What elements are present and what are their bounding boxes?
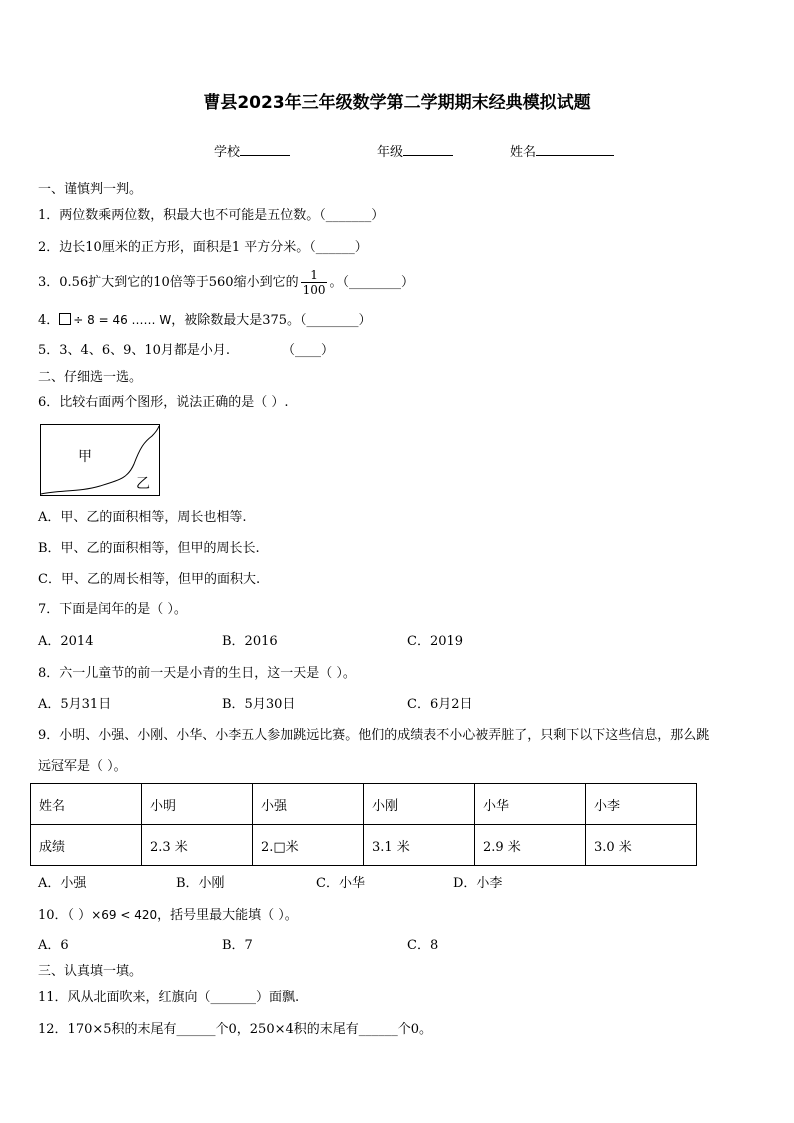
question-7: 7．下面是闰年的是（ ）。 xyxy=(38,602,187,617)
table-row xyxy=(31,784,697,825)
q6-option-c[interactable]: C．甲、乙的周长相等，但甲的面积大. xyxy=(38,572,261,587)
question-10-number: 10．（ ） xyxy=(38,908,92,923)
name-label: 姓名 xyxy=(510,145,537,160)
table-cell: 3.0 米 xyxy=(586,825,697,866)
question-9-line-2: 远冠军是（ ）。 xyxy=(38,759,127,774)
fraction xyxy=(301,268,328,297)
question-5 xyxy=(38,343,334,359)
question-10 xyxy=(38,907,298,924)
question-4-text: ，被除数最大是375。（________） xyxy=(171,313,372,328)
table-cell: 小刚 xyxy=(364,784,475,825)
question-4-expression: ÷ 8 = 46 …… W xyxy=(73,313,172,327)
q8-option-b[interactable]: B．5月30日 xyxy=(222,697,296,712)
q9-option-b[interactable]: B．小刚 xyxy=(176,876,225,891)
table-row xyxy=(31,825,697,866)
table-cell: 3.1 米 xyxy=(364,825,475,866)
grade-blank[interactable] xyxy=(403,142,453,156)
section-1-heading: 一、谨慎判一判。 xyxy=(38,182,143,197)
table-cell: 姓名 xyxy=(31,784,142,825)
school-label: 学校 xyxy=(214,145,241,160)
table-cell: 2.□米 xyxy=(253,825,364,866)
table-cell: 2.3 米 xyxy=(142,825,253,866)
region-jia-label: 甲 xyxy=(78,449,92,465)
question-3-text: 3．0.56扩大到它的10倍等于560缩小到它的 xyxy=(38,275,299,290)
table-cell: 2.9 米 xyxy=(475,825,586,866)
question-3-answer: 。（________） xyxy=(329,275,414,290)
school-blank[interactable] xyxy=(240,142,290,156)
question-5-answer: （____） xyxy=(282,343,335,358)
q9-option-a[interactable]: A．小强 xyxy=(38,876,87,891)
question-11: 11．风从北面吹来，红旗向（_______）面飘. xyxy=(38,990,300,1005)
q7-option-c[interactable]: C．2019 xyxy=(407,634,464,649)
question-3 xyxy=(38,268,414,297)
table-cell: 小强 xyxy=(253,784,364,825)
question-2: 2．边长10厘米的正方形，面积是1 平方分米。（______） xyxy=(38,240,368,255)
question-4-number: 4． xyxy=(38,313,60,328)
blank-box-icon xyxy=(59,313,71,325)
q7-option-b[interactable]: B．2016 xyxy=(222,634,278,649)
question-8: 8．六一儿童节的前一天是小青的生日，这一天是（ ）。 xyxy=(38,666,356,681)
question-10-text: ，括号里最大能填（ ）。 xyxy=(157,908,298,923)
name-field xyxy=(510,141,614,160)
q6-figure xyxy=(40,424,160,496)
question-6: 6．比较右面两个图形，说法正确的是（ ）. xyxy=(38,395,289,410)
q6-option-a[interactable]: A．甲、乙的面积相等，周长也相等. xyxy=(38,510,247,525)
school-field xyxy=(214,141,290,160)
section-3-heading: 三、认真填一填。 xyxy=(38,964,143,979)
question-9-line-1: 9．小明、小强、小刚、小华、小李五人参加跳远比赛。他们的成绩表不小心被弄脏了，只剩下以下这些信息，那么跳 xyxy=(38,728,710,743)
q8-option-c[interactable]: C．6月2日 xyxy=(407,697,473,712)
q8-option-a[interactable]: A．5月31日 xyxy=(38,697,112,712)
table-cell: 小华 xyxy=(475,784,586,825)
question-5-text: 5．3、4、6、9、10月都是小月. xyxy=(38,343,231,358)
table-cell: 小明 xyxy=(142,784,253,825)
q9-option-d[interactable]: D．小李 xyxy=(453,876,503,891)
table-cell: 小李 xyxy=(586,784,697,825)
name-blank[interactable] xyxy=(536,142,614,156)
question-4 xyxy=(38,312,372,329)
grade-label: 年级 xyxy=(377,145,404,160)
scores-table xyxy=(30,783,697,866)
grade-field xyxy=(377,141,453,160)
question-10-expression: ×69 < 420 xyxy=(91,908,158,922)
q10-option-b[interactable]: B．7 xyxy=(222,938,253,953)
page-title: 曹县2023年三年级数学第二学期期末经典模拟试题 xyxy=(203,93,591,113)
section-2-heading: 二、仔细选一选。 xyxy=(38,370,143,385)
region-yi-label: 乙 xyxy=(136,476,150,492)
q7-option-a[interactable]: A．2014 xyxy=(38,634,94,649)
q10-option-a[interactable]: A．6 xyxy=(38,938,69,953)
q9-option-c[interactable]: C．小华 xyxy=(316,876,365,891)
fraction-numerator: 1 xyxy=(301,268,328,283)
question-1: 1．两位数乘两位数，积最大也不可能是五位数。（_______） xyxy=(38,208,385,223)
question-12: 12．170×5积的末尾有______个0，250×4积的末尾有______个0。 xyxy=(38,1022,433,1037)
q6-option-b[interactable]: B．甲、乙的面积相等，但甲的周长长. xyxy=(38,541,260,556)
table-cell: 成绩 xyxy=(31,825,142,866)
fraction-denominator: 100 xyxy=(302,283,326,297)
q10-option-c[interactable]: C．8 xyxy=(407,938,439,953)
